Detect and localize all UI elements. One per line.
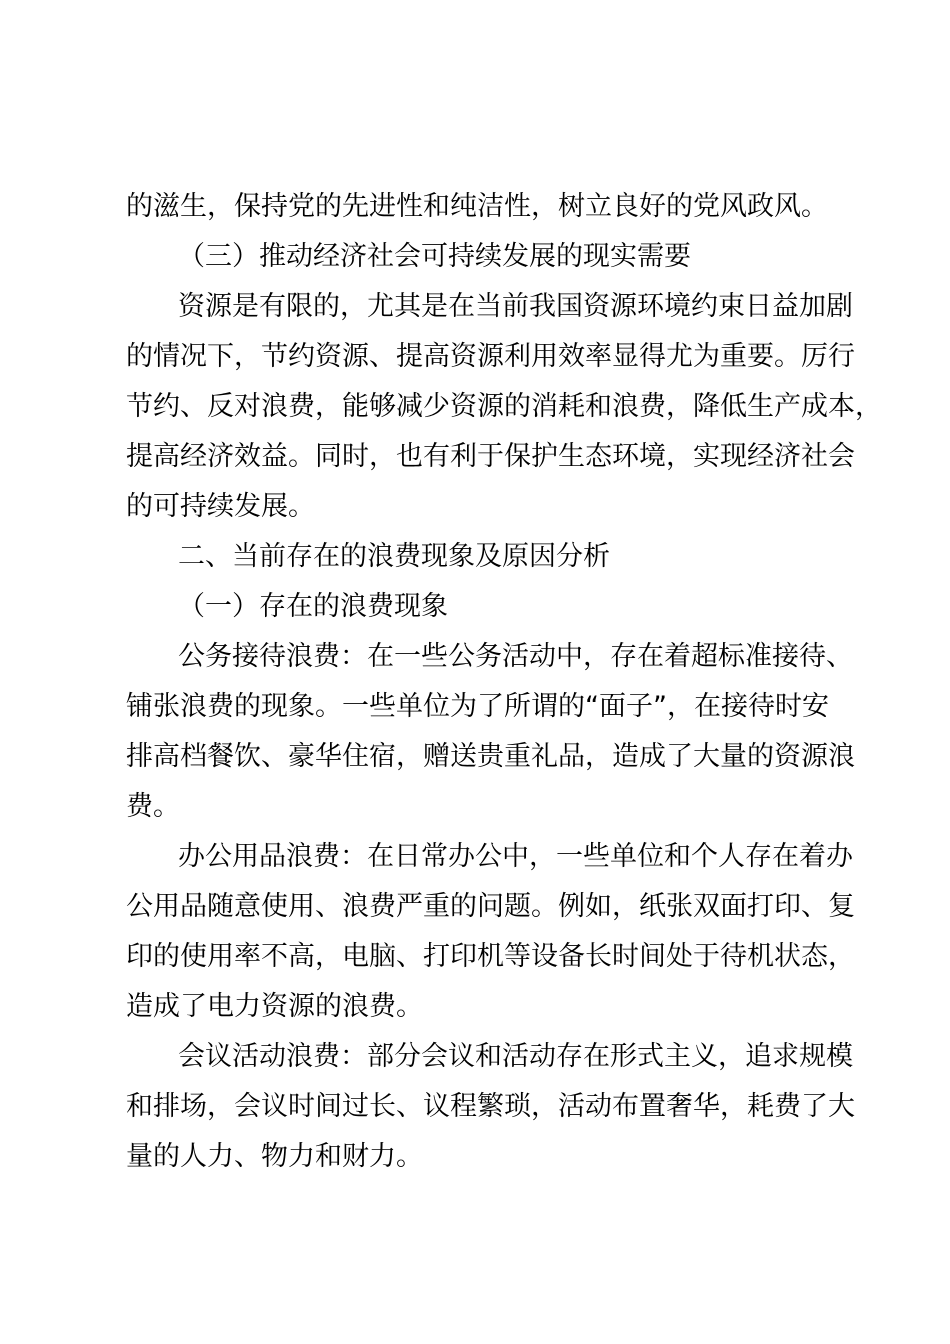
paragraph-line: 造成了电力资源的浪费。 [126,991,423,1022]
section-heading: （一）存在的浪费现象 [178,591,448,622]
paragraph-line: 公务接待浪费：在一些公务活动中，存在着超标准接待、 [178,641,853,672]
paragraph-line: 铺张浪费的现象。一些单位为了所谓的“面子”，在接待时安 [126,691,829,722]
paragraph-line: 的情况下，节约资源、提高资源利用效率显得尤为重要。厉行 [126,341,855,372]
paragraph-line: 节约、反对浪费，能够减少资源的消耗和浪费，降低生产成本， [126,391,882,422]
paragraph-line: 排高档餐饮、豪华住宿，赠送贵重礼品，造成了大量的资源浪 [126,741,855,772]
chapter-heading: 二、当前存在的浪费现象及原因分析 [178,541,610,572]
paragraph-line: 办公用品浪费：在日常办公中，一些单位和个人存在着办 [178,841,853,872]
paragraph-line: 资源是有限的，尤其是在当前我国资源环境约束日益加剧 [178,291,853,322]
section-heading: （三）推动经济社会可持续发展的现实需要 [178,241,691,272]
paragraph-line: 印的使用率不高，电脑、打印机等设备长时间处于待机状态， [126,941,855,972]
paragraph-line: 会议活动浪费：部分会议和活动存在形式主义，追求规模 [178,1041,853,1072]
paragraph-line: 的可持续发展。 [126,491,315,522]
paragraph-line: 的滋生，保持党的先进性和纯洁性，树立良好的党风政风。 [126,191,828,222]
paragraph-line: 量的人力、物力和财力。 [126,1141,423,1172]
paragraph-line: 提高经济效益。同时，也有利于保护生态环境，实现经济社会 [126,441,855,472]
paragraph-line: 和排场，会议时间过长、议程繁琐，活动布置奢华，耗费了大 [126,1091,855,1122]
paragraph-line: 公用品随意使用、浪费严重的问题。例如，纸张双面打印、复 [126,891,855,922]
paragraph-line: 费。 [126,791,180,822]
